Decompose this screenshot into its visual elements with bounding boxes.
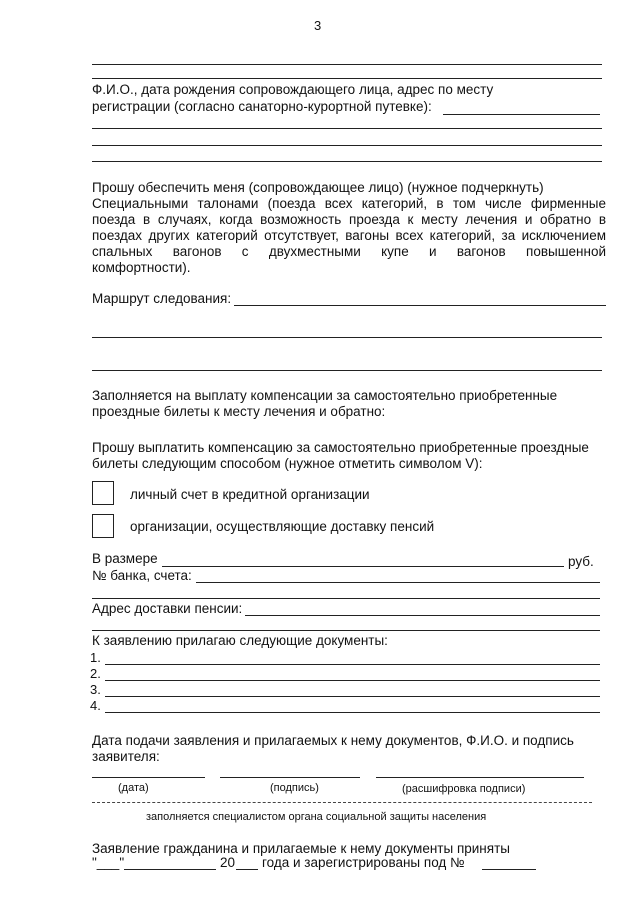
amount-field-line[interactable] bbox=[162, 566, 564, 567]
route-field-line[interactable] bbox=[92, 337, 602, 338]
address-label: Адрес доставки пенсии: bbox=[92, 601, 243, 616]
signature-line[interactable] bbox=[220, 777, 360, 778]
bank-field-line[interactable] bbox=[92, 598, 600, 599]
bank-field-line[interactable] bbox=[196, 582, 600, 583]
address-field-line[interactable] bbox=[92, 630, 600, 631]
option-label-bank-account: личный счет в кредитной организации bbox=[130, 487, 370, 502]
compensation-request: Прошу выплатить компенсацию за самостоятельно приобретенные проездные bbox=[92, 440, 589, 455]
option-checkbox-bank-account[interactable] bbox=[92, 481, 114, 505]
attachment-number: 2. bbox=[90, 666, 101, 681]
route-field-line[interactable] bbox=[234, 305, 606, 306]
accepted-text: Заявление гражданина и прилагаемые к нему документы приняты bbox=[92, 841, 510, 856]
official-note: заполняется специалистом органа социальной защиты населения bbox=[146, 811, 487, 823]
amount-label: В размере bbox=[92, 551, 158, 566]
attachment-number: 1. bbox=[90, 650, 101, 665]
option-checkbox-pension-delivery[interactable] bbox=[92, 514, 114, 538]
bank-label: № банка, счета: bbox=[92, 568, 192, 583]
request-line: спальных вагонов с двухместными купе и вагонов повышенной bbox=[92, 244, 606, 259]
date-signature-line[interactable] bbox=[92, 777, 205, 778]
signature-decode-line[interactable] bbox=[376, 777, 584, 778]
escort-label-line1: Ф.И.О., дата рождения сопровождающего лица, адрес по месту bbox=[92, 82, 494, 97]
submission-text: заявителя: bbox=[92, 749, 160, 764]
request-line: поездах других категорий отсутствует, вагоны всех категорий, за исключением bbox=[92, 228, 606, 243]
address-field-line[interactable] bbox=[245, 615, 600, 616]
request-line: Специальными талонами (поезда всех категорий, в том числе фирменные bbox=[92, 196, 606, 211]
escort-field-line[interactable] bbox=[92, 145, 602, 146]
date-caption: (дата) bbox=[118, 782, 149, 794]
submission-text: Дата подачи заявления и прилагаемых к нему документов, Ф.И.О. и подпись bbox=[92, 733, 574, 748]
compensation-request: билеты следующим способом (нужное отметить символом V): bbox=[92, 456, 483, 471]
blank-line bbox=[92, 64, 602, 65]
attachments-label: К заявлению прилагаю следующие документы: bbox=[92, 633, 388, 648]
compensation-intro: проездные билеты к месту лечения и обратно: bbox=[92, 404, 386, 419]
attachment-field-line[interactable] bbox=[105, 696, 600, 697]
registration-number-line[interactable] bbox=[482, 869, 536, 870]
signature-decode-caption: (расшифровка подписи) bbox=[402, 783, 526, 795]
attachment-field-line[interactable] bbox=[105, 712, 600, 713]
request-line: поезда в случаях, когда возможность проезда к месту лечения и обратно в bbox=[92, 212, 606, 227]
attachment-number: 4. bbox=[90, 698, 101, 713]
route-label: Маршрут следования: bbox=[92, 291, 232, 306]
acceptance-year-line[interactable] bbox=[236, 869, 258, 870]
attachment-field-line[interactable] bbox=[105, 680, 600, 681]
escort-field-line[interactable] bbox=[443, 114, 600, 115]
escort-field-line[interactable] bbox=[92, 161, 602, 162]
signature-caption: (подпись) bbox=[270, 782, 319, 794]
request-line: Прошу обеспечить меня (сопровождающее лицо) (нужное подчеркнуть) bbox=[92, 180, 544, 195]
attachment-number: 3. bbox=[90, 682, 101, 697]
page-number: 3 bbox=[314, 18, 322, 33]
year-prefix: 20 bbox=[220, 855, 236, 870]
blank-line bbox=[92, 78, 602, 79]
currency-label: руб. bbox=[568, 554, 594, 569]
request-line: комфортности). bbox=[92, 260, 191, 275]
registered-text: года и зарегистрированы под № bbox=[262, 855, 465, 870]
route-field-line[interactable] bbox=[92, 370, 602, 371]
escort-field-line[interactable] bbox=[92, 128, 602, 129]
option-label-pension-delivery: организации, осуществляющие доставку пенсий bbox=[130, 519, 435, 534]
official-divider bbox=[92, 802, 592, 803]
attachment-field-line[interactable] bbox=[105, 664, 600, 665]
acceptance-date-quote[interactable]: "___" bbox=[92, 855, 125, 870]
acceptance-month-line[interactable] bbox=[124, 869, 216, 870]
escort-label-line2: регистрации (согласно санаторно-курортной путевке): bbox=[92, 99, 432, 114]
compensation-intro: Заполняется на выплату компенсации за самостоятельно приобретенные bbox=[92, 388, 558, 403]
